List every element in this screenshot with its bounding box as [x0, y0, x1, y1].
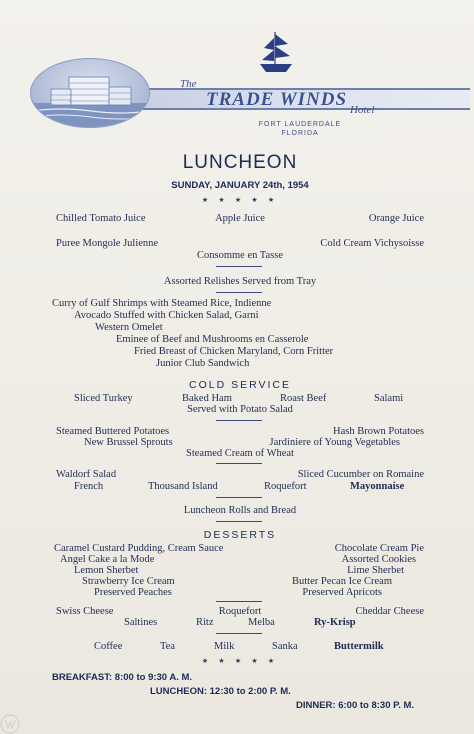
cheese-center: Roquefort: [218, 606, 262, 617]
divider-4: [216, 463, 262, 464]
stars-bottom: ★ ★ ★ ★ ★: [201, 657, 279, 665]
rolls: Luncheon Rolls and Bread: [183, 505, 297, 516]
dessert-left-3: Lemon Sherbet: [74, 565, 139, 576]
cracker-2: Ritz: [196, 617, 214, 628]
divider-8: [216, 633, 262, 634]
dessert-left-2: Angel Cake a la Mode: [60, 554, 155, 565]
entree-3: Western Omelet: [95, 322, 163, 333]
sailing-ship-icon: [258, 30, 294, 74]
divider-5: [216, 497, 262, 498]
dessert-left-4: Strawberry Ice Cream: [82, 576, 175, 587]
city-line1: FORT LAUDERDALE: [258, 121, 342, 128]
dessert-left-5: Preserved Peaches: [94, 587, 172, 598]
beverage-1: Coffee: [94, 641, 123, 652]
dessert-left-1: Caramel Custard Pudding, Cream Sauce: [54, 543, 224, 554]
cracker-3: Melba: [248, 617, 275, 628]
divider-7: [216, 601, 262, 602]
veg-right-1: Hash Brown Potatoes: [333, 426, 424, 437]
relishes: Assorted Relishes Served from Tray: [163, 276, 317, 287]
brand-name: TRADE WINDS: [206, 89, 348, 110]
cold-item-2: Baked Ham: [182, 393, 232, 404]
entree-4: Eminee of Beef and Mushrooms en Casserole: [116, 334, 309, 345]
hours-luncheon: LUNCHEON: 12:30 to 2:00 P. M.: [150, 686, 291, 697]
veg-center: Steamed Cream of Wheat: [186, 448, 294, 459]
dressing-1: French: [74, 481, 104, 492]
meal-title: LUNCHEON: [182, 152, 298, 173]
soup-left: Puree Mongole Julienne: [56, 238, 159, 249]
brand-hotel: Hotel: [350, 104, 375, 116]
hotel-city: [250, 120, 350, 138]
dessert-right-5: Preserved Apricots: [302, 587, 382, 598]
divider-3: [216, 420, 262, 421]
dessert-right-2: Assorted Cookies: [341, 554, 416, 565]
hours-dinner: DINNER: 6:00 to 8:30 P. M.: [296, 700, 415, 711]
veg-left-2: New Brussel Sprouts: [84, 437, 173, 448]
dressing-3: Roquefort: [264, 481, 307, 492]
divider-6: [216, 521, 262, 522]
entree-1: Curry of Gulf Shrimps with Steamed Rice, Indienne: [52, 298, 272, 309]
dessert-right-1: Chocolate Cream Pie: [334, 543, 424, 554]
cold-item-1: Sliced Turkey: [74, 393, 133, 404]
cold-service-note: Served with Potato Salad: [187, 404, 293, 415]
hours-breakfast: BREAKFAST: 8:00 to 9:30 A. M.: [52, 672, 193, 683]
beverage-2: Tea: [160, 641, 176, 652]
divider-1: [216, 266, 262, 267]
consomme: Consomme en Tasse: [197, 250, 283, 261]
entree-2: Avocado Stuffed with Chicken Salad, Garni: [74, 310, 259, 321]
dressing-2: Thousand Island: [148, 481, 218, 492]
brand-the: The: [180, 78, 197, 90]
dressing-4: Mayonnaise: [350, 481, 405, 492]
appetizer-1: Chilled Tomato Juice: [56, 213, 146, 224]
appetizer-3: Orange Juice: [368, 213, 424, 224]
beverage-3: Milk: [214, 641, 235, 652]
cheese-left: Swiss Cheese: [56, 606, 114, 617]
cheese-right: Cheddar Cheese: [355, 606, 424, 617]
veg-left-1: Steamed Buttered Potatoes: [56, 426, 170, 437]
desserts-title: DESSERTS: [203, 529, 277, 541]
beverage-4: Sanka: [272, 641, 298, 652]
dessert-right-4: Butter Pecan Ice Cream: [292, 576, 392, 587]
entree-6: Junior Club Sandwich: [156, 358, 250, 369]
soup-right: Cold Cream Vichysoisse: [320, 238, 424, 249]
appetizer-2: Apple Juice: [215, 213, 265, 224]
city-line2: FLORIDA: [281, 130, 319, 137]
dessert-right-3: Lime Sherbet: [347, 565, 404, 576]
cold-item-4: Salami: [374, 393, 404, 404]
salad-left: Waldorf Salad: [56, 469, 117, 480]
beverage-5: Buttermilk: [334, 641, 384, 652]
cold-item-3: Roast Beef: [280, 393, 327, 404]
divider-2: [216, 292, 262, 293]
salad-right: Sliced Cucumber on Romaine: [297, 469, 424, 480]
menu-date: SUNDAY, JANUARY 24th, 1954: [171, 180, 309, 191]
cracker-1: Saltines: [124, 617, 158, 628]
cold-service-title: COLD SERVICE: [189, 379, 291, 391]
hotel-illustration: [30, 58, 150, 128]
watermark-icon: [0, 706, 28, 734]
cracker-4: Ry-Krisp: [314, 617, 356, 628]
veg-right-2: Jardiniere of Young Vegetables: [269, 437, 400, 448]
stars-top: ★ ★ ★ ★ ★: [201, 196, 279, 204]
hotel-building-icon: [31, 59, 150, 128]
entree-5: Fried Breast of Chicken Maryland, Corn Fritter: [134, 346, 334, 357]
